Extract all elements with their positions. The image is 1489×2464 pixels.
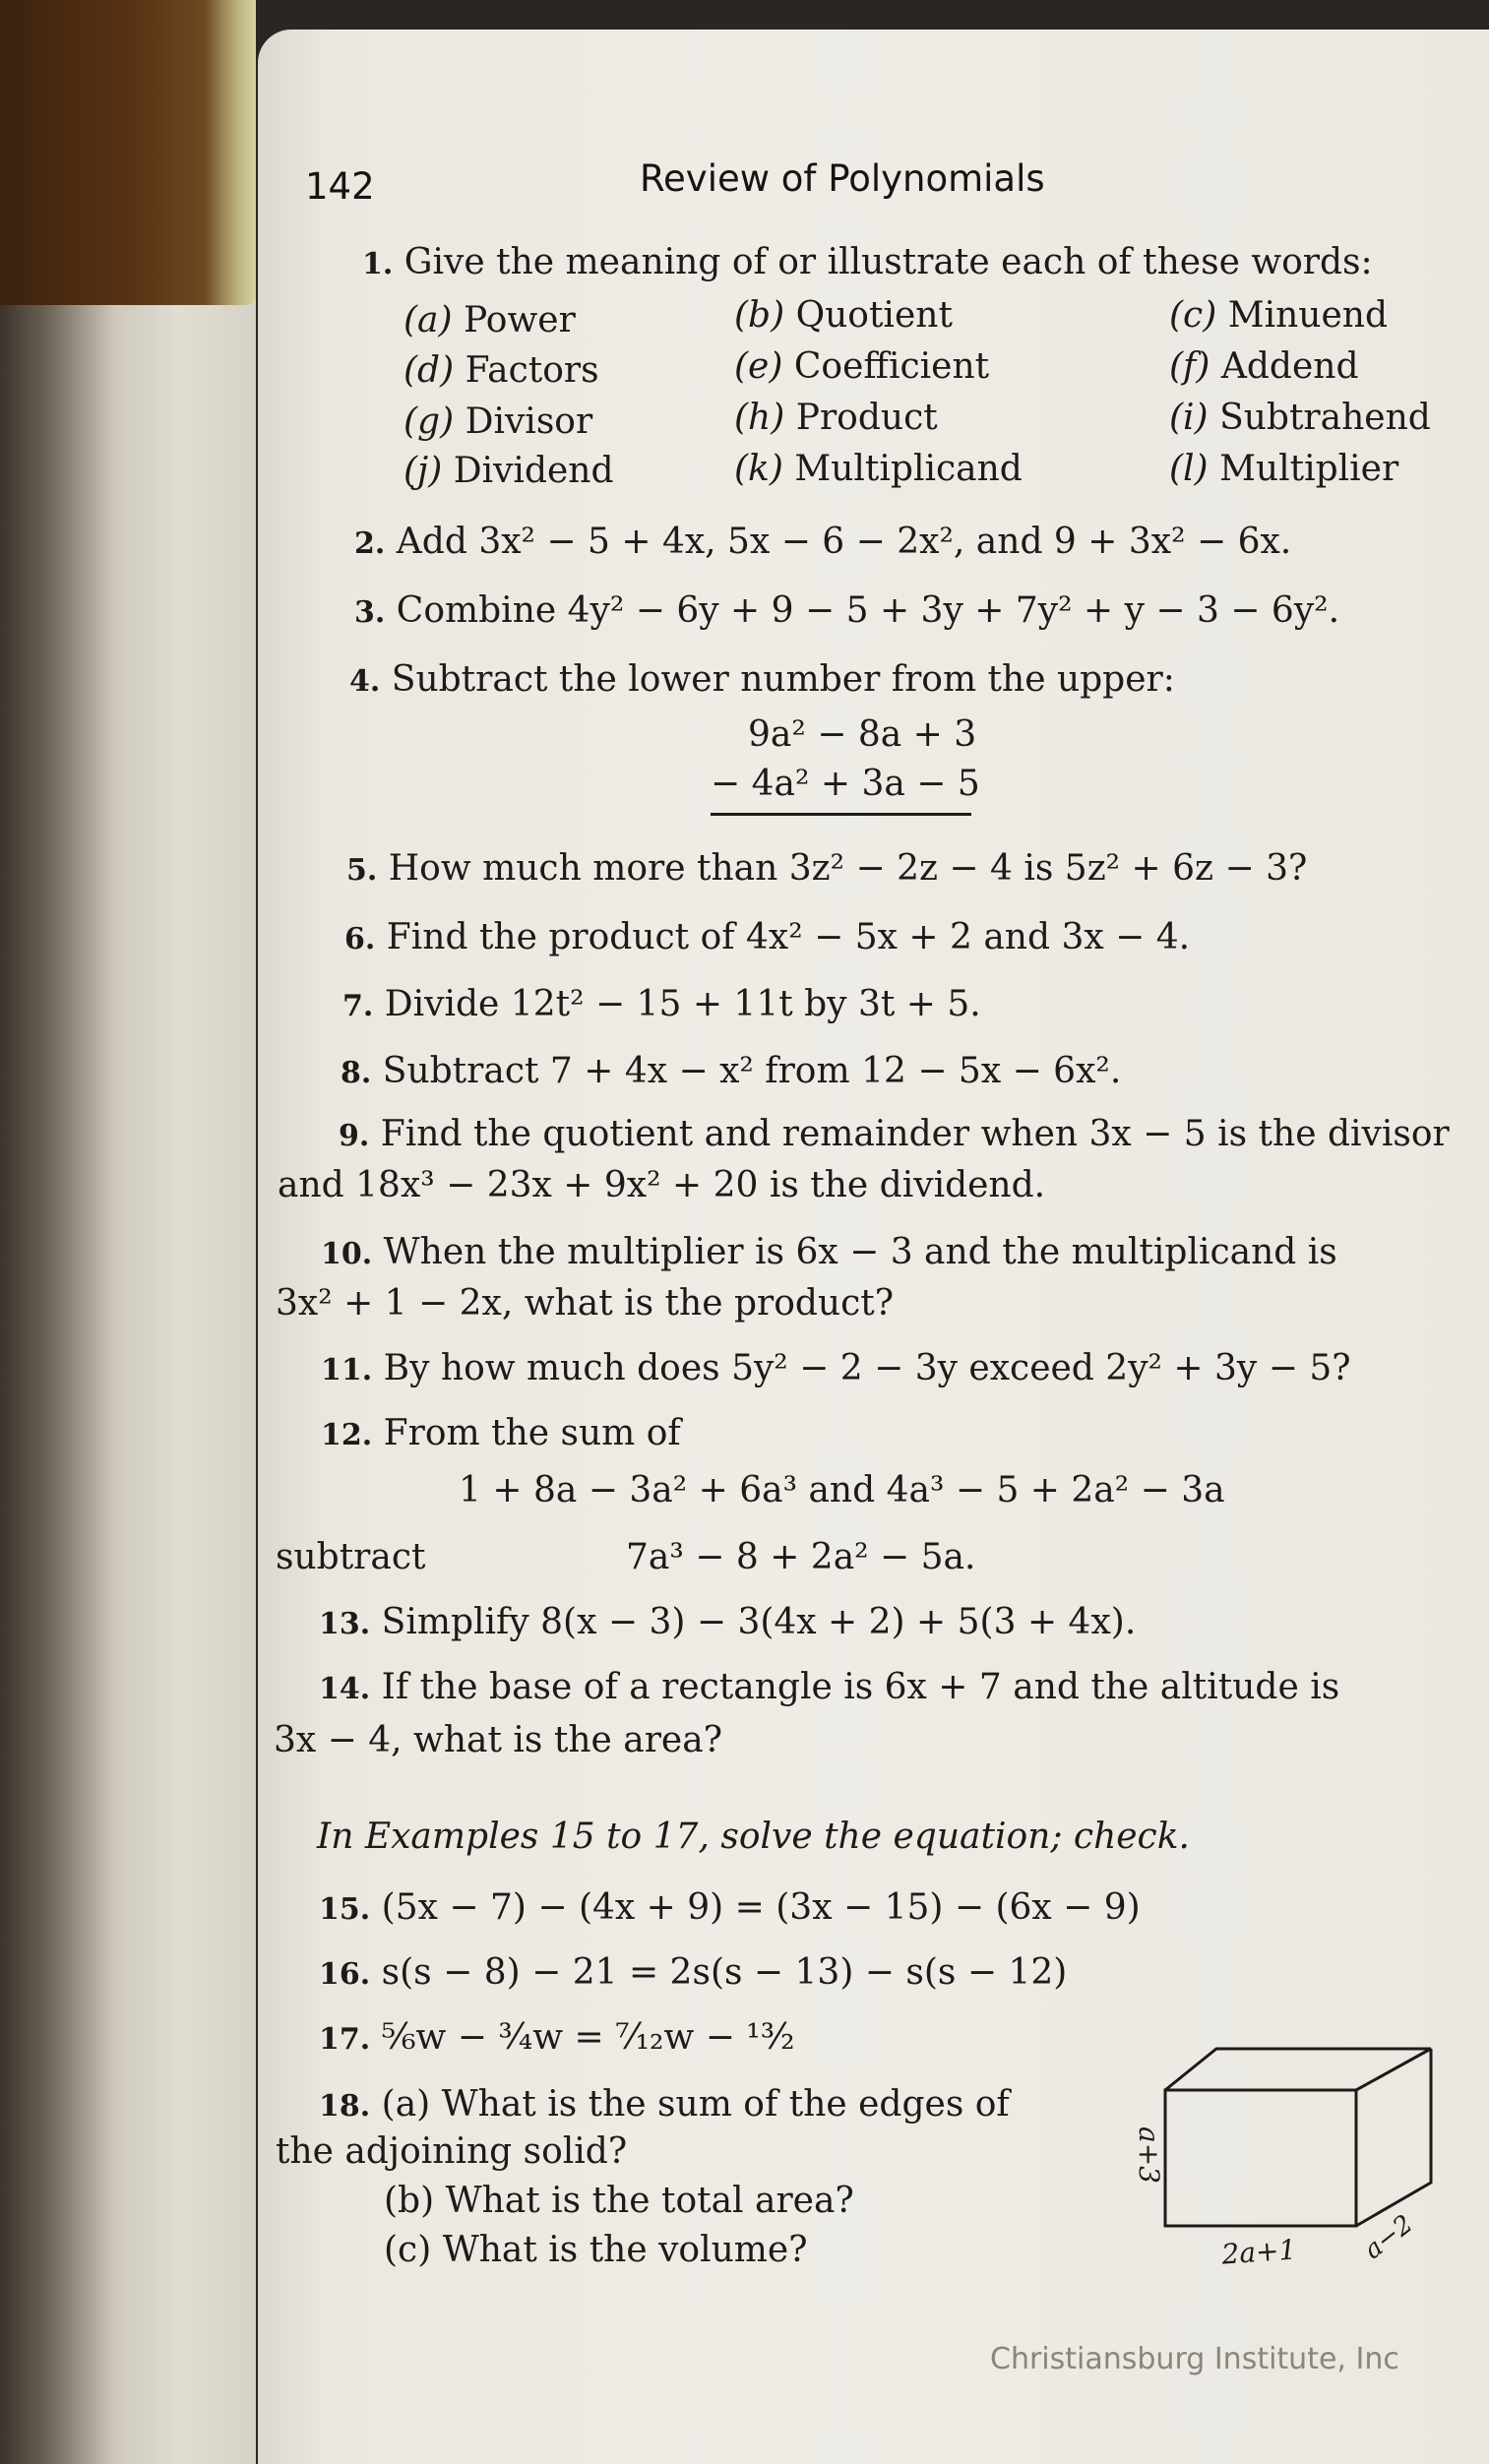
problem-11: 11. By how much does 5y² − 2 − 3y exceed 2y² + 3y − 5? — [321, 1348, 1351, 1388]
option-g: (g) Divisor — [403, 401, 593, 442]
length-label: 2a+1 — [1220, 2233, 1298, 2271]
problem-10: 10. When the multiplier is 6x − 3 and the multiplicand is — [321, 1232, 1337, 1272]
problem-text: Give the meaning of or illustrate each of these words: — [403, 242, 1373, 282]
problem-14: 14. If the base of a rectangle is 6x + 7 and the altitude is — [319, 1667, 1340, 1707]
problem-15: 15. (5x − 7) − (4x + 9) = (3x − 15) − (6x − 9) — [319, 1887, 1141, 1928]
option-i: (i) Subtrahend — [1169, 398, 1431, 438]
problem-18-b: (b) What is the total area? — [384, 2181, 854, 2221]
option-b: (b) Quotient — [734, 295, 953, 336]
problem-8: 8. Subtract 7 + 4x − x² from 12 − 5x − 6x². — [341, 1051, 1122, 1091]
problem-3: 3. Combine 4y² − 6y + 9 − 5 + 3y + 7y² + y − 3 − 6y². — [354, 590, 1340, 631]
problem-17: 17. ⁵⁄₆w − ³⁄₄w = ⁷⁄₁₂w − ¹³⁄₂ — [319, 2017, 795, 2058]
rectangular-solid-figure — [1112, 2037, 1466, 2273]
problem-18-c: (c) What is the volume? — [384, 2230, 808, 2270]
subtract-expression: 7a³ − 8 + 2a² − 5a. — [626, 1537, 976, 1577]
book-spine — [0, 0, 256, 2464]
subtract-label: subtract — [276, 1537, 426, 1577]
page-tab — [0, 0, 256, 305]
option-j: (j) Dividend — [403, 451, 614, 491]
option-h: (h) Product — [734, 398, 938, 438]
problem-18: 18. (a) What is the sum of the edges of — [319, 2084, 1010, 2125]
option-d: (d) Factors — [403, 350, 599, 391]
problem-18-cont: the adjoining solid? — [276, 2131, 628, 2172]
problem-9-cont: and 18x³ − 23x + 9x² + 20 is the dividend. — [278, 1165, 1046, 1205]
problem-12: 12. From the sum of — [321, 1413, 681, 1453]
option-k: (k) Multiplicand — [734, 449, 1023, 489]
problem-6: 6. Find the product of 4x² − 5x + 2 and 3x − 4. — [344, 917, 1191, 957]
instructions: In Examples 15 to 17, solve the equation; check. — [317, 1817, 1190, 1857]
problem-2: 2. Add 3x² − 5 + 4x, 5x − 6 − 2x², and 9 + 3x² − 6x. — [354, 522, 1292, 562]
watermark: Christiansburg Institute, Inc — [990, 2342, 1399, 2376]
solid-top-face — [1165, 2049, 1431, 2090]
problem-14-cont: 3x − 4, what is the area? — [274, 1720, 722, 1760]
problem-number: 1. — [362, 247, 394, 281]
sum-expression: 1 + 8a − 3a² + 6a³ and 4a³ − 5 + 2a² − 3a — [459, 1470, 1225, 1510]
problem-5: 5. How much more than 3z² − 2z − 4 is 5z² + 6z − 3? — [346, 848, 1308, 889]
page-number: 142 — [305, 165, 375, 208]
upper-expression: 9a² − 8a + 3 — [748, 714, 977, 755]
option-c: (c) Minuend — [1169, 295, 1388, 336]
option-a: (a) Power — [403, 300, 576, 340]
solid-front-face — [1165, 2090, 1356, 2226]
problem-1 — [362, 242, 1373, 282]
page-title: Review of Polynomials — [640, 157, 1045, 200]
problem-13: 13. Simplify 8(x − 3) − 3(4x + 2) + 5(3 + 4x). — [319, 1602, 1137, 1642]
problem-16: 16. s(s − 8) − 21 = 2s(s − 13) − s(s − 12) — [319, 1952, 1068, 1993]
subtraction-line — [711, 813, 971, 816]
height-label: a+3 — [1133, 2126, 1165, 2184]
solid-side-face — [1356, 2049, 1431, 2226]
option-f: (f) Addend — [1169, 346, 1359, 387]
lower-expression: − 4a² + 3a − 5 — [711, 764, 980, 804]
option-l: (l) Multiplier — [1169, 449, 1399, 489]
problem-9: 9. Find the quotient and remainder when 3x − 5 is the divisor — [339, 1114, 1450, 1154]
problem-4: 4. Subtract the lower number from the upper: — [349, 659, 1175, 700]
problem-10-cont: 3x² + 1 − 2x, what is the product? — [276, 1283, 895, 1324]
option-e: (e) Coefficient — [734, 346, 990, 387]
depth-label: a−2 — [1358, 2209, 1419, 2266]
problem-7: 7. Divide 12t² − 15 + 11t by 3t + 5. — [342, 984, 981, 1024]
